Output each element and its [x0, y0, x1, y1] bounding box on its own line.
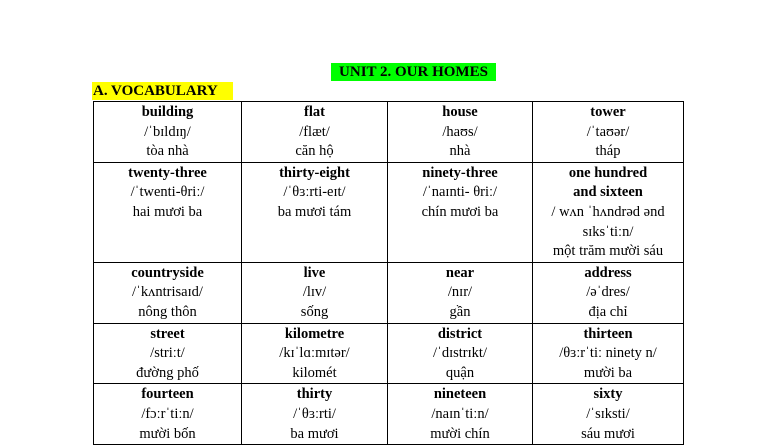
vocab-word: thirty-eight [279, 164, 350, 181]
vocab-meaning: chín mươi ba [421, 203, 499, 220]
vocab-word: twenty-three [128, 164, 207, 181]
vocabulary-table [93, 101, 684, 445]
table-row [94, 162, 684, 262]
vocab-ipa: /haʊs/ [442, 123, 478, 140]
vocab-meaning: địa chỉ [588, 303, 628, 320]
vocab-word: live [303, 264, 326, 281]
vocab-meaning: ba mươi tám [277, 203, 352, 220]
vocab-word: address [584, 264, 632, 281]
vocab-word: building [141, 104, 194, 120]
vocab-meaning: tòa nhà [146, 143, 189, 160]
vocab-ipa: /kɪˈlɑːmɪtər/ [279, 345, 350, 362]
vocab-ipa: /ˈtaʊər/ [586, 123, 630, 140]
unit-title: UNIT 2. OUR HOMES [331, 63, 496, 81]
vocab-cell [242, 162, 388, 262]
vocab-cell [533, 162, 684, 262]
vocab-ipa-line2: sɪksˈtiːn/ [582, 223, 634, 240]
vocab-meaning: căn hộ [295, 143, 334, 160]
vocab-cell [533, 102, 684, 163]
vocab-meaning: sáu mươi [581, 425, 635, 442]
vocab-meaning: nông thôn [138, 303, 197, 320]
vocab-meaning: mười chín [430, 425, 490, 442]
vocab-word: kilometre [284, 325, 345, 342]
vocab-meaning: tháp [595, 143, 621, 160]
vocab-word: flat [304, 104, 325, 120]
vocab-meaning: mười ba [583, 364, 633, 381]
vocab-meaning: ba mươi [290, 425, 339, 442]
vocab-cell [388, 323, 533, 384]
vocab-cell [94, 384, 242, 445]
section-heading: A. VOCABULARY [92, 82, 233, 100]
vocab-ipa: /ˈθɜːrti/ [293, 405, 336, 422]
vocab-ipa: /lɪv/ [302, 284, 327, 301]
vocab-word: street [150, 325, 185, 342]
vocab-ipa: /ˈbɪldɪŋ/ [144, 123, 191, 140]
vocab-ipa: /nɪr/ [447, 284, 473, 301]
vocab-cell [388, 384, 533, 445]
vocab-word-line2: and sixteen [573, 184, 643, 201]
vocab-ipa: /ˈsɪksti/ [586, 405, 630, 422]
vocab-word: near [445, 264, 475, 281]
vocab-word: countryside [131, 264, 204, 281]
vocab-cell [242, 262, 388, 323]
vocab-word: nineteen [433, 386, 487, 403]
vocab-word: house [442, 104, 478, 120]
vocab-ipa: /θɜːrˈtiː ninety n/ [559, 345, 657, 362]
vocab-meaning: hai mươi ba [132, 203, 203, 220]
vocab-cell [94, 262, 242, 323]
vocab-ipa: /ˈkʌntrisaɪd/ [132, 284, 203, 301]
vocab-ipa: /striːt/ [150, 345, 185, 362]
vocab-word: district [437, 325, 483, 342]
vocab-cell [94, 323, 242, 384]
vocab-cell [242, 102, 388, 163]
vocab-word: ninety-three [422, 164, 498, 181]
vocab-cell [94, 102, 242, 163]
table-row [94, 262, 684, 323]
vocab-ipa: /fɔːrˈtiːn/ [141, 405, 194, 422]
vocab-ipa: / wʌn ˈhʌndrəd ənd [551, 203, 665, 220]
vocab-word: sixty [593, 386, 623, 403]
vocab-meaning: gần [449, 303, 471, 320]
vocab-cell [94, 162, 242, 262]
vocab-meaning: nhà [449, 143, 471, 160]
vocab-meaning: đường phố [136, 364, 199, 381]
vocab-cell [388, 262, 533, 323]
vocab-ipa: /ˈθɜːrti-eɪt/ [283, 184, 346, 201]
vocab-ipa: /ˈtwenti-θriː/ [130, 184, 205, 201]
table-row [94, 384, 684, 445]
table-row [94, 102, 684, 163]
vocab-meaning: quận [445, 364, 475, 381]
vocab-meaning: mười bốn [139, 425, 196, 442]
vocab-meaning: một trăm mười sáu [552, 243, 664, 260]
vocab-cell [388, 102, 533, 163]
vocab-ipa: /flæt/ [299, 123, 330, 140]
vocab-ipa: /ˈdɪstrɪkt/ [433, 345, 487, 362]
vocab-ipa: /əˈdres/ [586, 284, 630, 301]
vocab-word: fourteen [141, 386, 194, 403]
vocab-meaning: sống [300, 303, 329, 320]
vocab-cell [533, 262, 684, 323]
vocab-ipa: /naɪnˈtiːn/ [431, 405, 489, 422]
vocab-cell [242, 384, 388, 445]
table-row [94, 323, 684, 384]
vocab-cell [242, 323, 388, 384]
vocab-word: tower [590, 104, 626, 120]
vocab-word: one hundred [568, 164, 648, 181]
vocab-ipa: /ˈnaɪnti- θriː/ [422, 184, 498, 201]
vocab-cell [533, 323, 684, 384]
vocab-meaning: kilomét [292, 364, 337, 381]
vocab-word: thirty [296, 386, 333, 403]
vocab-cell [388, 162, 533, 262]
vocab-word: thirteen [583, 325, 633, 342]
vocab-cell [533, 384, 684, 445]
